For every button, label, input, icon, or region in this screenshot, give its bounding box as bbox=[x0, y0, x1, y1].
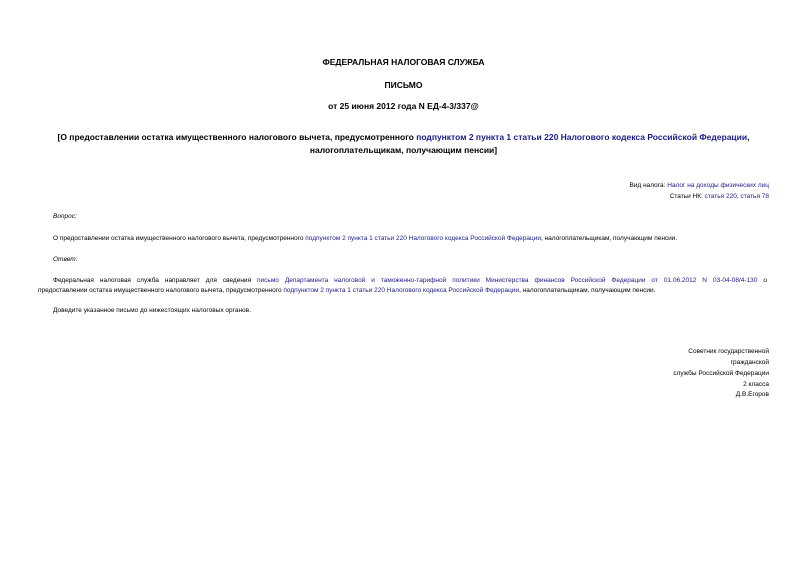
closing-instruction: Доведите указанное письмо до нижестоящих налоговых органов. bbox=[53, 307, 251, 314]
signatory-name: Д.В.Егоров bbox=[735, 391, 769, 398]
answer-line1-suffix: о bbox=[757, 277, 767, 284]
question-text bbox=[53, 234, 677, 244]
signature-position-line1: Советник государственной bbox=[688, 348, 769, 355]
title-prefix: [О предоставлении остатка имущественного налогового вычета, предусмотренного bbox=[57, 132, 417, 142]
signature-position-line3: службы Российской Федерации bbox=[673, 370, 769, 377]
tax-articles-line bbox=[670, 192, 769, 202]
answer-line2-prefix: предоставлении остатка имущественного налогового вычета, предусмотренного bbox=[38, 287, 284, 294]
minfin-letter-link[interactable]: письмо Департамента налоговой и таможенно-тарифной политики Министерства финансов Российской Федерации от 01.06.2012 N 03-04-08/4-130 bbox=[257, 277, 758, 284]
title-line2: налогоплательщикам, получающим пенсии] bbox=[309, 145, 498, 155]
answer-line2 bbox=[38, 286, 655, 296]
answer-label: Ответ: bbox=[53, 256, 78, 263]
tax-type-link[interactable]: Налог на доходы физических лиц bbox=[667, 182, 769, 189]
question-prefix: О предоставлении остатка имущественного налогового вычета, предусмотренного bbox=[53, 235, 306, 242]
signature-position-line4: 2 класса bbox=[743, 381, 769, 388]
document-date-number: от 25 июня 2012 года N ЕД-4-3/337@ bbox=[328, 101, 479, 111]
articles-separator: , bbox=[736, 193, 741, 200]
answer-line1 bbox=[53, 276, 767, 286]
tax-articles-label: Статьи НК: bbox=[669, 193, 705, 200]
question-link-article-220[interactable]: подпунктом 2 пункта 1 статьи 220 Налогового кодекса Российской Федерации bbox=[305, 235, 541, 242]
title-link-article-220[interactable]: подпунктом 2 пункта 1 статьи 220 Налогового кодекса Российской Федерации bbox=[416, 132, 748, 142]
document-title bbox=[30, 131, 777, 157]
answer-line2-suffix: , налогоплательщикам, получающим пенсии. bbox=[519, 287, 656, 294]
tax-type-label: Вид налога: bbox=[629, 182, 668, 189]
title-suffix: , bbox=[747, 132, 750, 142]
question-suffix: , налогоплательщикам, получающим пенсии. bbox=[540, 235, 678, 242]
article-220-link[interactable]: статья 220 bbox=[704, 193, 737, 200]
answer-link-article-220[interactable]: подпунктом 2 пункта 1 статьи 220 Налогового кодекса Российской Федерации bbox=[283, 287, 520, 294]
article-78-link[interactable]: статья 78 bbox=[740, 193, 769, 200]
tax-type-line bbox=[630, 181, 769, 191]
agency-name: ФЕДЕРАЛЬНАЯ НАЛОГОВАЯ СЛУЖБА bbox=[322, 57, 485, 67]
signature-position-line2: гражданской bbox=[730, 359, 769, 366]
document-type: ПИСЬМО bbox=[384, 80, 423, 90]
answer-line1-prefix: Федеральная налоговая служба направляет для сведения bbox=[53, 277, 258, 284]
question-label: Вопрос: bbox=[53, 213, 77, 220]
